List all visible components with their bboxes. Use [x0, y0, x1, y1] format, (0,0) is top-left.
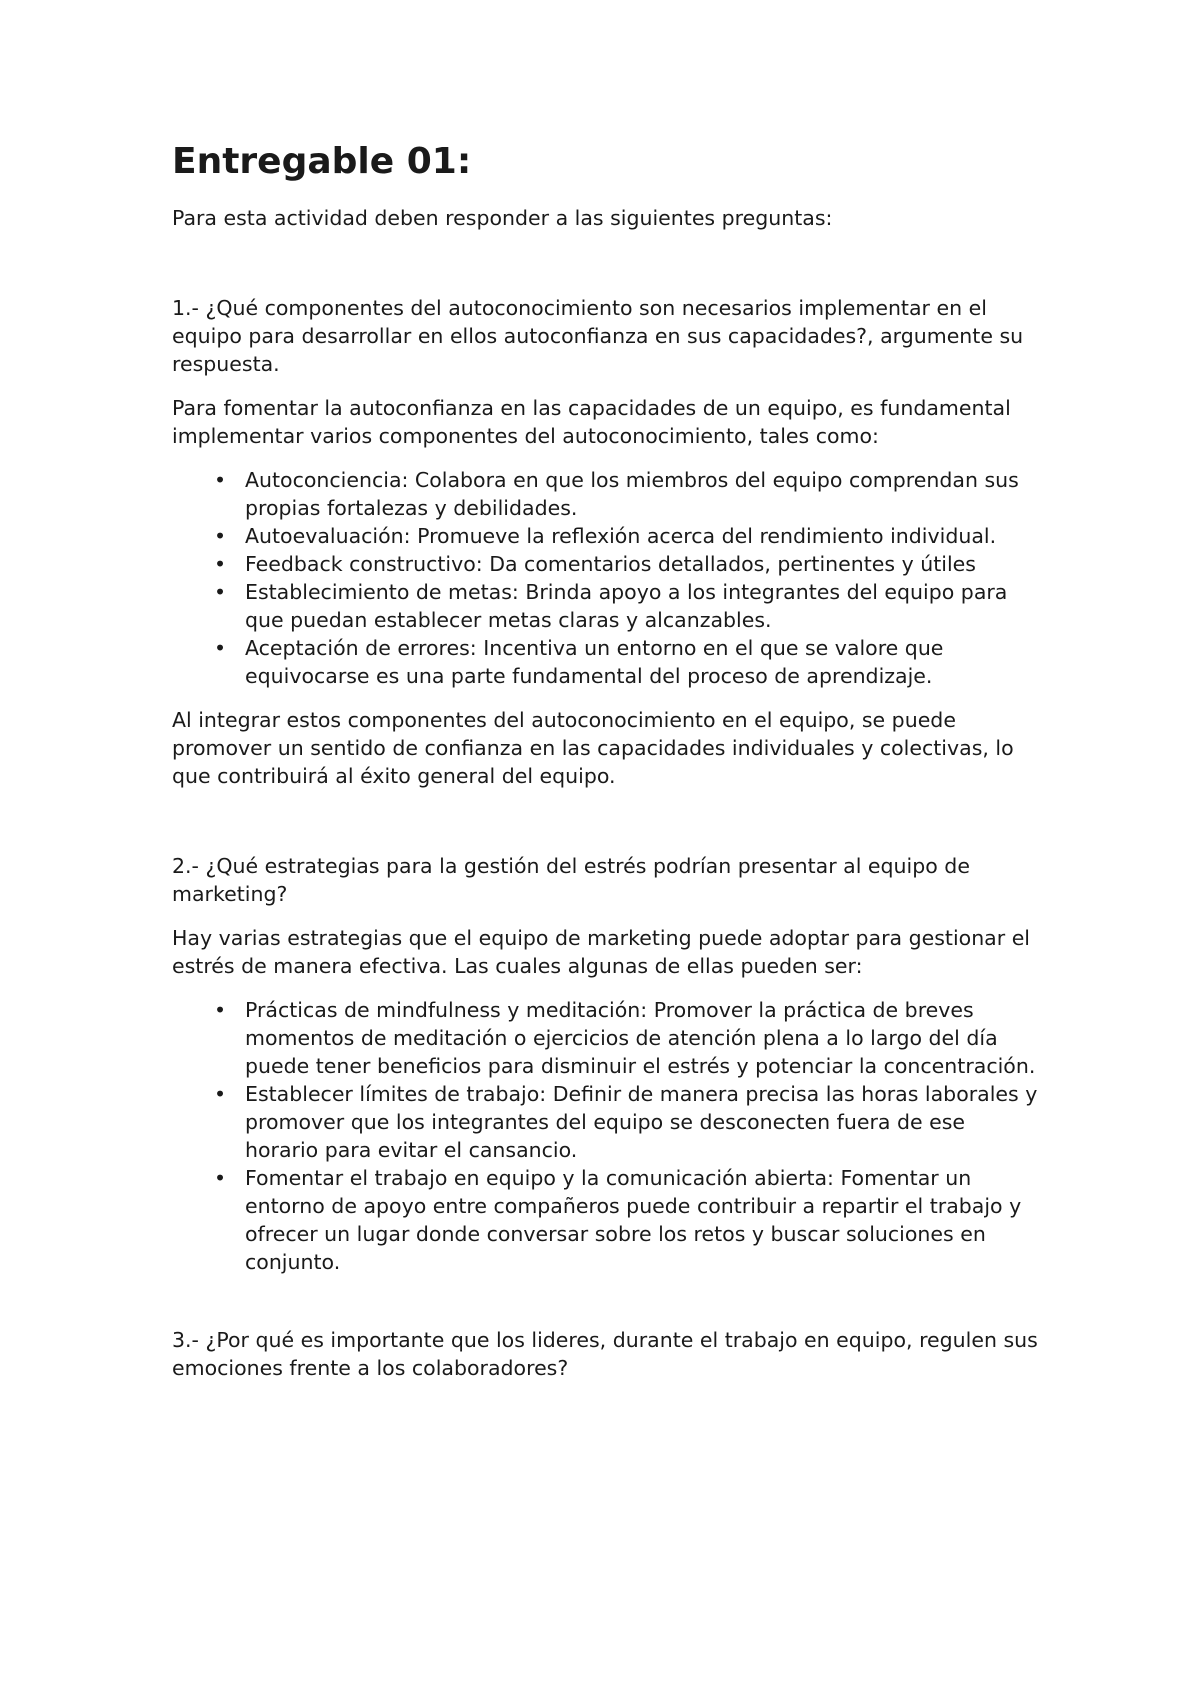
question-1: 1.- ¿Qué componentes del autoconocimiento son necesarios implementar en el equipo para desarrollar en ellos autoconfianza en sus capacidades?, argumente su respuesta. [172, 296, 1024, 376]
section-spacer [172, 1292, 1042, 1326]
list-item-text: Establecimiento de metas: Brinda apoyo a los integrantes del equipo para que puedan establecer metas claras y alcanzables. [245, 580, 1008, 632]
list-item [172, 1164, 1042, 1276]
list-item-text: Autoconciencia: Colabora en que los miembros del equipo comprendan sus propias fortalezas y debilidades. [245, 468, 1019, 520]
answer-1-list [172, 466, 1042, 690]
document-title: Entregable 01: [172, 141, 472, 182]
bullet-icon: • [214, 552, 227, 576]
list-item [172, 466, 1042, 522]
bullet-icon: • [214, 998, 227, 1022]
list-item-text: Fomentar el trabajo en equipo y la comunicación abierta: Fomentar un entorno de apoyo entre compañeros puede contribuir a repartir el trabajo y ofrecer un lugar donde conversar sobre los retos y buscar soluciones en conjunto. [245, 1166, 1022, 1274]
list-item [172, 578, 1042, 634]
answer-2-list [172, 996, 1042, 1276]
bullet-icon: • [214, 1082, 227, 1106]
list-item-text: Prácticas de mindfulness y meditación: Promover la práctica de breves momentos de meditación o ejercicios de atención plena a lo largo del día puede tener beneficios para disminuir el estrés y potenciar la concentración. [245, 998, 1036, 1078]
list-item [172, 550, 1042, 578]
answer-1-conclusion: Al integrar estos componentes del autoconocimiento en el equipo, se puede promover un sentido de confianza en las capacidades individuales y colectivas, lo que contribuirá al éxito general del equipo. [172, 708, 1014, 788]
list-item [172, 996, 1042, 1080]
bullet-icon: • [214, 524, 227, 548]
answer-1-intro: Para fomentar la autoconfianza en las capacidades de un equipo, es fundamental implementar varios componentes del autoconocimiento, tales como: [172, 396, 1011, 448]
answer-2-intro: Hay varias estrategias que el equipo de marketing puede adoptar para gestionar el estrés de manera efectiva. Las cuales algunas de ellas pueden ser: [172, 926, 1030, 978]
bullet-icon: • [214, 580, 227, 604]
question-3: 3.- ¿Por qué es importante que los lideres, durante el trabajo en equipo, regulen sus emociones frente a los colaboradores? [172, 1328, 1038, 1380]
question-2: 2.- ¿Qué estrategias para la gestión del estrés podrían presentar al equipo de marketing? [172, 854, 970, 906]
document-intro: Para esta actividad deben responder a las siguientes preguntas: [172, 206, 833, 230]
list-item [172, 522, 1042, 550]
list-item-text: Aceptación de errores: Incentiva un entorno en el que se valore que equivocarse es una parte fundamental del proceso de aprendizaje. [245, 636, 944, 688]
list-item-text: Feedback constructivo: Da comentarios detallados, pertinentes y útiles [245, 552, 976, 576]
list-item [172, 634, 1042, 690]
section-spacer [172, 790, 1042, 852]
list-item [172, 1080, 1042, 1164]
document-body [172, 140, 1042, 1398]
bullet-icon: • [214, 636, 227, 660]
bullet-icon: • [214, 468, 227, 492]
list-item-text: Autoevaluación: Promueve la reflexión acerca del rendimiento individual. [245, 524, 997, 548]
bullet-icon: • [214, 1166, 227, 1190]
list-item-text: Establecer límites de trabajo: Definir de manera precisa las horas laborales y promover que los integrantes del equipo se desconecten fuera de ese horario para evitar el cansancio. [245, 1082, 1038, 1162]
